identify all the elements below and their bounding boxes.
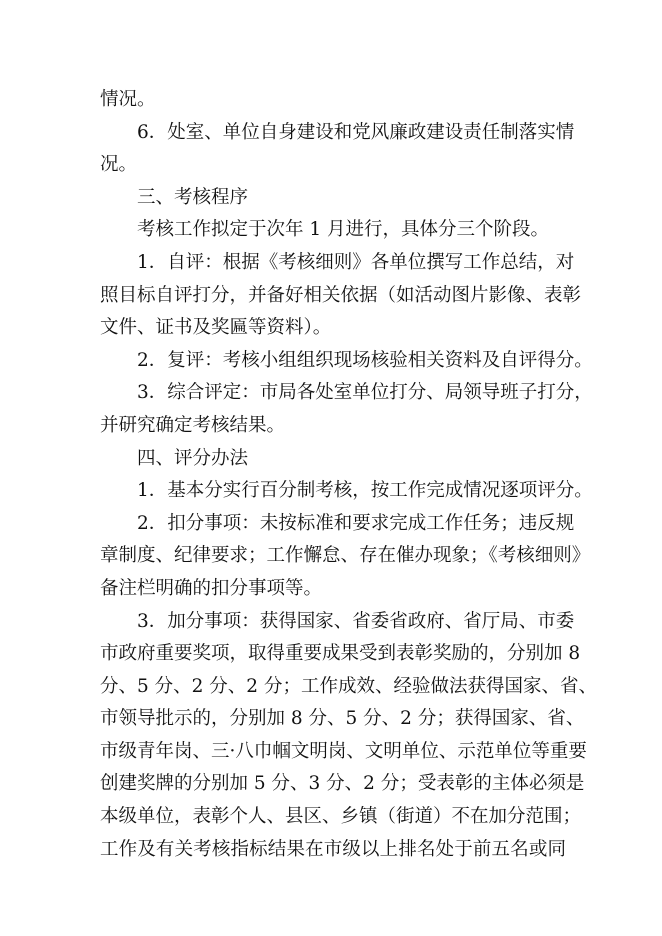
text-line: 并研究确定考核结果。: [100, 414, 286, 436]
text-line: 情况。: [100, 89, 156, 110]
section-heading: 三、考核程序: [137, 186, 249, 208]
text-line: 1．自评：根据《考核细则》各单位撰写工作总结，对: [137, 251, 575, 273]
text-line: 3．加分事项：获得国家、省委省政府、省厅局、市委: [137, 610, 575, 632]
text-line: 3．综合评定：市局各处室单位打分、局领导班子打分，: [137, 382, 593, 404]
text-line: 分、5 分、2 分、2 分；工作成效、经验做法获得国家、省、: [100, 675, 597, 697]
text-line: 市政府重要奖项，取得重要成果受到表彰奖励的，分别加 8: [100, 643, 581, 665]
text-line: 况。: [100, 154, 138, 176]
text-line: 2．扣分事项：未按标准和要求完成工作任务；违反规: [137, 512, 575, 534]
text-line: 2．复评：考核小组组织现场核验相关资料及自评得分。: [137, 349, 593, 371]
document-body: [100, 84, 597, 866]
text-line: 1．基本分实行百分制考核，按工作完成情况逐项评分。: [137, 480, 593, 502]
text-line: 市级青年岗、三·八巾帼文明岗、文明单位、示范单位等重要: [100, 740, 587, 762]
text-line: 6．处室、单位自身建设和党风廉政建设责任制落实情: [137, 121, 575, 143]
text-line: 工作及有关考核指标结果在市级以上排名处于前五名或同: [100, 838, 566, 860]
section-heading: 四、评分办法: [137, 447, 249, 469]
text-line: 考核工作拟定于次年 1 月进行，具体分三个阶段。: [137, 219, 550, 241]
text-line: 文件、证书及奖匾等资料）。: [100, 317, 332, 339]
text-line: 备注栏明确的扣分事项等。: [100, 577, 323, 599]
text-line: 照目标自评打分，并备好相关依据（如活动图片影像、表彰: [100, 284, 582, 306]
text-line: 市领导批示的，分别加 8 分、5 分、2 分；获得国家、省、: [100, 708, 585, 730]
text-line: 章制度、纪律要求；工作懈怠、存在催办现象；《考核细则》: [100, 545, 591, 567]
text-line: 本级单位，表彰个人、县区、乡镇（街道）不在加分范围；: [100, 806, 582, 828]
text-line: 创建奖牌的分别加 5 分、3 分、2 分；受表彰的主体必须是: [100, 773, 585, 795]
